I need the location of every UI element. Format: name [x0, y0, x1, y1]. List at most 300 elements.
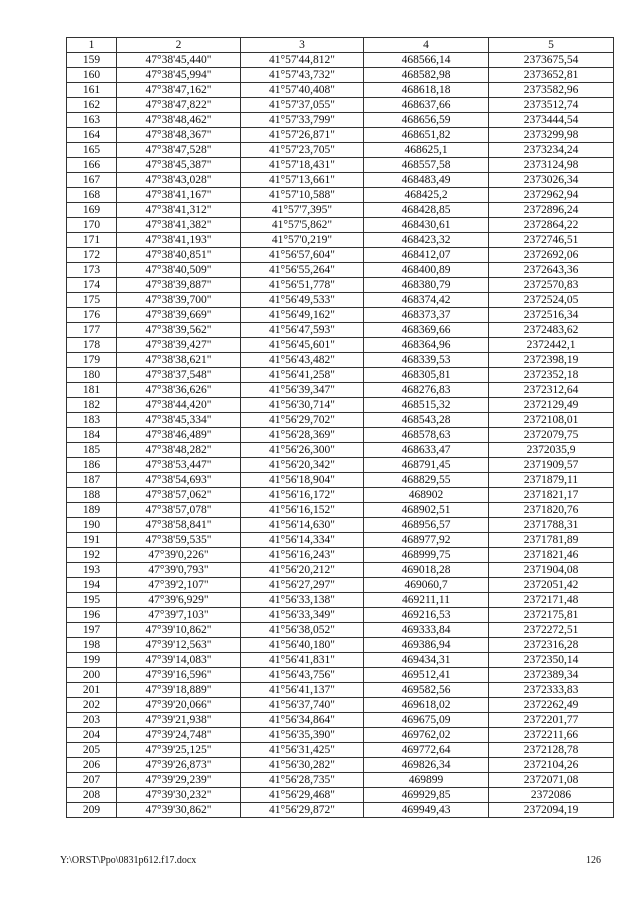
- cell-longitude: 41°56'28,735": [241, 773, 364, 788]
- cell-longitude: 41°56'40,180": [241, 638, 364, 653]
- cell-y-coordinate: 2373512,74: [489, 98, 614, 113]
- cell-latitude: 47°38'37,548": [117, 368, 241, 383]
- cell-point-number: 184: [67, 428, 117, 443]
- cell-y-coordinate: 2372262,49: [489, 698, 614, 713]
- table-row: [67, 743, 614, 758]
- cell-x-coordinate: 468369,66: [364, 323, 489, 338]
- cell-y-coordinate: 2371821,46: [489, 548, 614, 563]
- cell-longitude: 41°57'0,219": [241, 233, 364, 248]
- cell-y-coordinate: 2372035,9: [489, 443, 614, 458]
- cell-longitude: 41°56'55,264": [241, 263, 364, 278]
- cell-y-coordinate: 2372896,24: [489, 203, 614, 218]
- cell-longitude: 41°56'49,533": [241, 293, 364, 308]
- cell-latitude: 47°39'26,873": [117, 758, 241, 773]
- cell-longitude: 41°57'7,395": [241, 203, 364, 218]
- cell-y-coordinate: 2372051,42: [489, 578, 614, 593]
- cell-x-coordinate: 468791,45: [364, 458, 489, 473]
- cell-y-coordinate: 2372746,51: [489, 233, 614, 248]
- cell-point-number: 164: [67, 128, 117, 143]
- cell-y-coordinate: 2372312,64: [489, 383, 614, 398]
- cell-longitude: 41°56'28,369": [241, 428, 364, 443]
- cell-latitude: 47°38'57,078": [117, 503, 241, 518]
- cell-x-coordinate: 469060,7: [364, 578, 489, 593]
- cell-longitude: 41°57'37,055": [241, 98, 364, 113]
- cell-longitude: 41°56'51,778": [241, 278, 364, 293]
- cell-x-coordinate: 468656,59: [364, 113, 489, 128]
- cell-y-coordinate: 2372352,18: [489, 368, 614, 383]
- cell-latitude: 47°38'41,382": [117, 218, 241, 233]
- cell-longitude: 41°56'16,243": [241, 548, 364, 563]
- cell-y-coordinate: 2373582,96: [489, 83, 614, 98]
- cell-y-coordinate: 2372175,81: [489, 608, 614, 623]
- cell-latitude: 47°39'20,066": [117, 698, 241, 713]
- cell-latitude: 47°39'21,938": [117, 713, 241, 728]
- cell-point-number: 190: [67, 518, 117, 533]
- table-row: [67, 398, 614, 413]
- cell-point-number: 204: [67, 728, 117, 743]
- cell-point-number: 207: [67, 773, 117, 788]
- cell-longitude: 41°56'26,300": [241, 443, 364, 458]
- cell-point-number: 183: [67, 413, 117, 428]
- cell-point-number: 189: [67, 503, 117, 518]
- cell-y-coordinate: 2372079,75: [489, 428, 614, 443]
- table-row: [67, 143, 614, 158]
- cell-point-number: 159: [67, 53, 117, 68]
- footer-page-number: 126: [586, 855, 601, 866]
- cell-latitude: 47°38'39,562": [117, 323, 241, 338]
- cell-y-coordinate: 2371820,76: [489, 503, 614, 518]
- cell-point-number: 163: [67, 113, 117, 128]
- cell-x-coordinate: 468373,37: [364, 308, 489, 323]
- cell-x-coordinate: 468339,53: [364, 353, 489, 368]
- cell-latitude: 47°39'25,125": [117, 743, 241, 758]
- table-row: [67, 458, 614, 473]
- cell-point-number: 198: [67, 638, 117, 653]
- cell-latitude: 47°39'14,083": [117, 653, 241, 668]
- table-row: [67, 773, 614, 788]
- cell-x-coordinate: 468578,63: [364, 428, 489, 443]
- cell-latitude: 47°38'41,167": [117, 188, 241, 203]
- cell-latitude: 47°38'47,528": [117, 143, 241, 158]
- cell-point-number: 161: [67, 83, 117, 98]
- table-row: [67, 113, 614, 128]
- cell-point-number: 209: [67, 803, 117, 818]
- cell-x-coordinate: 469582,56: [364, 683, 489, 698]
- cell-y-coordinate: 2371788,31: [489, 518, 614, 533]
- cell-latitude: 47°38'48,462": [117, 113, 241, 128]
- cell-point-number: 197: [67, 623, 117, 638]
- table-row: [67, 188, 614, 203]
- cell-point-number: 166: [67, 158, 117, 173]
- cell-latitude: 47°39'6,929": [117, 593, 241, 608]
- cell-y-coordinate: 2373299,98: [489, 128, 614, 143]
- cell-longitude: 41°56'39,347": [241, 383, 364, 398]
- cell-longitude: 41°57'10,588": [241, 188, 364, 203]
- cell-y-coordinate: 2372483,62: [489, 323, 614, 338]
- coordinates-table: [66, 37, 614, 818]
- cell-latitude: 47°39'12,563": [117, 638, 241, 653]
- cell-y-coordinate: 2372333,83: [489, 683, 614, 698]
- cell-longitude: 41°56'41,831": [241, 653, 364, 668]
- cell-longitude: 41°56'16,152": [241, 503, 364, 518]
- cell-point-number: 178: [67, 338, 117, 353]
- cell-point-number: 196: [67, 608, 117, 623]
- cell-x-coordinate: 468543,28: [364, 413, 489, 428]
- cell-point-number: 195: [67, 593, 117, 608]
- table-row: [67, 203, 614, 218]
- cell-point-number: 174: [67, 278, 117, 293]
- cell-x-coordinate: 469216,53: [364, 608, 489, 623]
- cell-y-coordinate: 2372570,83: [489, 278, 614, 293]
- cell-x-coordinate: 468364,96: [364, 338, 489, 353]
- table-row: [67, 383, 614, 398]
- cell-x-coordinate: 469772,64: [364, 743, 489, 758]
- cell-y-coordinate: 2371904,08: [489, 563, 614, 578]
- cell-longitude: 41°57'40,408": [241, 83, 364, 98]
- cell-point-number: 160: [67, 68, 117, 83]
- table-row: [67, 308, 614, 323]
- cell-longitude: 41°56'29,468": [241, 788, 364, 803]
- cell-point-number: 201: [67, 683, 117, 698]
- table-row: [67, 68, 614, 83]
- cell-x-coordinate: 468902: [364, 488, 489, 503]
- table-row: [67, 713, 614, 728]
- cell-longitude: 41°56'45,601": [241, 338, 364, 353]
- cell-latitude: 47°39'24,748": [117, 728, 241, 743]
- table-row: [67, 698, 614, 713]
- cell-x-coordinate: 468515,32: [364, 398, 489, 413]
- table-row: [67, 788, 614, 803]
- cell-x-coordinate: 468618,18: [364, 83, 489, 98]
- cell-latitude: 47°39'18,889": [117, 683, 241, 698]
- cell-longitude: 41°56'33,349": [241, 608, 364, 623]
- table-row: [67, 503, 614, 518]
- cell-longitude: 41°56'16,172": [241, 488, 364, 503]
- cell-longitude: 41°56'33,138": [241, 593, 364, 608]
- cell-point-number: 199: [67, 653, 117, 668]
- cell-point-number: 208: [67, 788, 117, 803]
- cell-point-number: 200: [67, 668, 117, 683]
- cell-y-coordinate: 2372201,77: [489, 713, 614, 728]
- cell-latitude: 47°39'10,862": [117, 623, 241, 638]
- cell-latitude: 47°38'54,693": [117, 473, 241, 488]
- cell-latitude: 47°38'44,420": [117, 398, 241, 413]
- cell-longitude: 41°56'20,342": [241, 458, 364, 473]
- cell-x-coordinate: 468902,51: [364, 503, 489, 518]
- column-header-x: 4: [364, 38, 489, 53]
- cell-x-coordinate: 469949,43: [364, 803, 489, 818]
- column-header-point: 1: [67, 38, 117, 53]
- cell-latitude: 47°38'39,427": [117, 338, 241, 353]
- table-row: [67, 593, 614, 608]
- table-row: [67, 338, 614, 353]
- cell-x-coordinate: 469675,09: [364, 713, 489, 728]
- cell-x-coordinate: 468582,98: [364, 68, 489, 83]
- cell-x-coordinate: 468483,49: [364, 173, 489, 188]
- cell-y-coordinate: 2371909,57: [489, 458, 614, 473]
- cell-longitude: 41°56'14,630": [241, 518, 364, 533]
- cell-x-coordinate: 468566,14: [364, 53, 489, 68]
- cell-x-coordinate: 469333,84: [364, 623, 489, 638]
- table-row: [67, 218, 614, 233]
- cell-latitude: 47°38'48,367": [117, 128, 241, 143]
- table-row: [67, 248, 614, 263]
- cell-latitude: 47°39'0,793": [117, 563, 241, 578]
- table-row: [67, 578, 614, 593]
- cell-x-coordinate: 469929,85: [364, 788, 489, 803]
- column-header-y: 5: [489, 38, 614, 53]
- table-body: [67, 53, 614, 818]
- cell-y-coordinate: 2372692,06: [489, 248, 614, 263]
- cell-x-coordinate: 469386,94: [364, 638, 489, 653]
- table-row: [67, 563, 614, 578]
- table-row: [67, 158, 614, 173]
- cell-x-coordinate: 468956,57: [364, 518, 489, 533]
- cell-longitude: 41°56'20,212": [241, 563, 364, 578]
- cell-longitude: 41°57'26,871": [241, 128, 364, 143]
- table-row: [67, 683, 614, 698]
- cell-longitude: 41°56'29,702": [241, 413, 364, 428]
- cell-x-coordinate: 469618,02: [364, 698, 489, 713]
- cell-latitude: 47°38'39,700": [117, 293, 241, 308]
- cell-longitude: 41°57'44,812": [241, 53, 364, 68]
- cell-longitude: 41°57'18,431": [241, 158, 364, 173]
- cell-point-number: 191: [67, 533, 117, 548]
- column-header-longitude: 3: [241, 38, 364, 53]
- cell-latitude: 47°38'40,509": [117, 263, 241, 278]
- cell-latitude: 47°38'45,387": [117, 158, 241, 173]
- cell-y-coordinate: 2372272,51: [489, 623, 614, 638]
- cell-longitude: 41°56'34,864": [241, 713, 364, 728]
- cell-point-number: 186: [67, 458, 117, 473]
- cell-x-coordinate: 469512,41: [364, 668, 489, 683]
- cell-latitude: 47°38'39,669": [117, 308, 241, 323]
- table-row: [67, 623, 614, 638]
- cell-y-coordinate: 2373675,54: [489, 53, 614, 68]
- table-row: [67, 518, 614, 533]
- cell-x-coordinate: 468637,66: [364, 98, 489, 113]
- cell-y-coordinate: 2371879,11: [489, 473, 614, 488]
- cell-latitude: 47°38'43,028": [117, 173, 241, 188]
- cell-y-coordinate: 2372389,34: [489, 668, 614, 683]
- cell-y-coordinate: 2372108,01: [489, 413, 614, 428]
- cell-x-coordinate: 469899: [364, 773, 489, 788]
- cell-x-coordinate: 469434,31: [364, 653, 489, 668]
- cell-longitude: 41°56'27,297": [241, 578, 364, 593]
- table-row: [67, 353, 614, 368]
- cell-latitude: 47°38'36,626": [117, 383, 241, 398]
- cell-y-coordinate: 2372171,48: [489, 593, 614, 608]
- cell-point-number: 179: [67, 353, 117, 368]
- cell-latitude: 47°39'30,232": [117, 788, 241, 803]
- table-row: [67, 533, 614, 548]
- cell-y-coordinate: 2373124,98: [489, 158, 614, 173]
- table-row: [67, 83, 614, 98]
- cell-x-coordinate: 468380,79: [364, 278, 489, 293]
- cell-y-coordinate: 2372128,78: [489, 743, 614, 758]
- cell-latitude: 47°38'46,489": [117, 428, 241, 443]
- cell-longitude: 41°56'29,872": [241, 803, 364, 818]
- cell-x-coordinate: 468430,61: [364, 218, 489, 233]
- table-row: [67, 53, 614, 68]
- cell-longitude: 41°56'30,282": [241, 758, 364, 773]
- cell-x-coordinate: 468829,55: [364, 473, 489, 488]
- cell-latitude: 47°38'58,841": [117, 518, 241, 533]
- cell-x-coordinate: 468425,2: [364, 188, 489, 203]
- cell-point-number: 180: [67, 368, 117, 383]
- cell-x-coordinate: 468412,07: [364, 248, 489, 263]
- cell-point-number: 167: [67, 173, 117, 188]
- cell-y-coordinate: 2372094,19: [489, 803, 614, 818]
- cell-x-coordinate: 468557,58: [364, 158, 489, 173]
- cell-point-number: 181: [67, 383, 117, 398]
- cell-longitude: 41°56'14,334": [241, 533, 364, 548]
- cell-point-number: 162: [67, 98, 117, 113]
- cell-point-number: 202: [67, 698, 117, 713]
- cell-point-number: 205: [67, 743, 117, 758]
- cell-longitude: 41°56'57,604": [241, 248, 364, 263]
- cell-latitude: 47°39'2,107": [117, 578, 241, 593]
- cell-latitude: 47°38'48,282": [117, 443, 241, 458]
- cell-y-coordinate: 2372643,36: [489, 263, 614, 278]
- cell-y-coordinate: 2373444,54: [489, 113, 614, 128]
- cell-y-coordinate: 2372398,19: [489, 353, 614, 368]
- cell-y-coordinate: 2373234,24: [489, 143, 614, 158]
- cell-latitude: 47°38'47,162": [117, 83, 241, 98]
- cell-y-coordinate: 2372864,22: [489, 218, 614, 233]
- cell-longitude: 41°56'37,740": [241, 698, 364, 713]
- cell-point-number: 165: [67, 143, 117, 158]
- cell-latitude: 47°38'38,621": [117, 353, 241, 368]
- cell-y-coordinate: 2372211,66: [489, 728, 614, 743]
- cell-longitude: 41°56'41,137": [241, 683, 364, 698]
- cell-point-number: 187: [67, 473, 117, 488]
- cell-longitude: 41°56'43,756": [241, 668, 364, 683]
- cell-x-coordinate: 469211,11: [364, 593, 489, 608]
- table-row: [67, 548, 614, 563]
- cell-point-number: 172: [67, 248, 117, 263]
- table-row: [67, 473, 614, 488]
- table-row: [67, 98, 614, 113]
- table-header-row: [67, 38, 614, 53]
- table-row: [67, 488, 614, 503]
- cell-latitude: 47°38'45,440": [117, 53, 241, 68]
- cell-longitude: 41°56'31,425": [241, 743, 364, 758]
- cell-x-coordinate: 468423,32: [364, 233, 489, 248]
- cell-x-coordinate: 469018,28: [364, 563, 489, 578]
- table-row: [67, 323, 614, 338]
- cell-x-coordinate: 468625,1: [364, 143, 489, 158]
- cell-y-coordinate: 2372316,28: [489, 638, 614, 653]
- cell-latitude: 47°39'0,226": [117, 548, 241, 563]
- cell-x-coordinate: 468999,75: [364, 548, 489, 563]
- table-row: [67, 233, 614, 248]
- cell-point-number: 168: [67, 188, 117, 203]
- cell-latitude: 47°38'41,193": [117, 233, 241, 248]
- cell-y-coordinate: 2373026,34: [489, 173, 614, 188]
- cell-latitude: 47°38'53,447": [117, 458, 241, 473]
- cell-longitude: 41°56'35,390": [241, 728, 364, 743]
- table-row: [67, 443, 614, 458]
- cell-y-coordinate: 2372104,26: [489, 758, 614, 773]
- table-row: [67, 293, 614, 308]
- cell-latitude: 47°38'57,062": [117, 488, 241, 503]
- cell-longitude: 41°56'38,052": [241, 623, 364, 638]
- cell-y-coordinate: 2372350,14: [489, 653, 614, 668]
- cell-latitude: 47°38'41,312": [117, 203, 241, 218]
- table-row: [67, 128, 614, 143]
- table-row: [67, 803, 614, 818]
- cell-y-coordinate: 2372524,05: [489, 293, 614, 308]
- cell-point-number: 185: [67, 443, 117, 458]
- cell-longitude: 41°56'49,162": [241, 308, 364, 323]
- cell-x-coordinate: 469826,34: [364, 758, 489, 773]
- cell-latitude: 47°38'40,851": [117, 248, 241, 263]
- cell-longitude: 41°56'18,904": [241, 473, 364, 488]
- table-row: [67, 278, 614, 293]
- table-row: [67, 428, 614, 443]
- cell-x-coordinate: 468428,85: [364, 203, 489, 218]
- cell-longitude: 41°57'13,661": [241, 173, 364, 188]
- cell-latitude: 47°39'29,239": [117, 773, 241, 788]
- cell-point-number: 194: [67, 578, 117, 593]
- cell-x-coordinate: 468276,83: [364, 383, 489, 398]
- cell-y-coordinate: 2372071,08: [489, 773, 614, 788]
- cell-longitude: 41°57'5,862": [241, 218, 364, 233]
- cell-point-number: 170: [67, 218, 117, 233]
- table-row: [67, 413, 614, 428]
- table-row: [67, 653, 614, 668]
- cell-y-coordinate: 2371781,89: [489, 533, 614, 548]
- cell-longitude: 41°56'47,593": [241, 323, 364, 338]
- cell-y-coordinate: 2372516,34: [489, 308, 614, 323]
- table-row: [67, 638, 614, 653]
- table-row: [67, 263, 614, 278]
- cell-point-number: 206: [67, 758, 117, 773]
- cell-latitude: 47°39'30,862": [117, 803, 241, 818]
- cell-point-number: 176: [67, 308, 117, 323]
- cell-latitude: 47°38'47,822": [117, 98, 241, 113]
- cell-point-number: 169: [67, 203, 117, 218]
- table-row: [67, 608, 614, 623]
- cell-latitude: 47°39'16,596": [117, 668, 241, 683]
- cell-latitude: 47°38'45,334": [117, 413, 241, 428]
- table-row: [67, 173, 614, 188]
- cell-point-number: 173: [67, 263, 117, 278]
- cell-point-number: 177: [67, 323, 117, 338]
- cell-longitude: 41°57'33,799": [241, 113, 364, 128]
- cell-x-coordinate: 469762,02: [364, 728, 489, 743]
- cell-point-number: 182: [67, 398, 117, 413]
- cell-y-coordinate: 2372129,49: [489, 398, 614, 413]
- cell-point-number: 171: [67, 233, 117, 248]
- cell-point-number: 192: [67, 548, 117, 563]
- cell-latitude: 47°38'45,994": [117, 68, 241, 83]
- cell-point-number: 193: [67, 563, 117, 578]
- cell-x-coordinate: 468651,82: [364, 128, 489, 143]
- table-row: [67, 758, 614, 773]
- cell-latitude: 47°38'59,535": [117, 533, 241, 548]
- cell-y-coordinate: 2371821,17: [489, 488, 614, 503]
- cell-latitude: 47°39'7,103": [117, 608, 241, 623]
- cell-point-number: 188: [67, 488, 117, 503]
- cell-x-coordinate: 468977,92: [364, 533, 489, 548]
- cell-longitude: 41°56'43,482": [241, 353, 364, 368]
- table-row: [67, 668, 614, 683]
- cell-x-coordinate: 468374,42: [364, 293, 489, 308]
- cell-longitude: 41°57'23,705": [241, 143, 364, 158]
- cell-latitude: 47°38'39,887": [117, 278, 241, 293]
